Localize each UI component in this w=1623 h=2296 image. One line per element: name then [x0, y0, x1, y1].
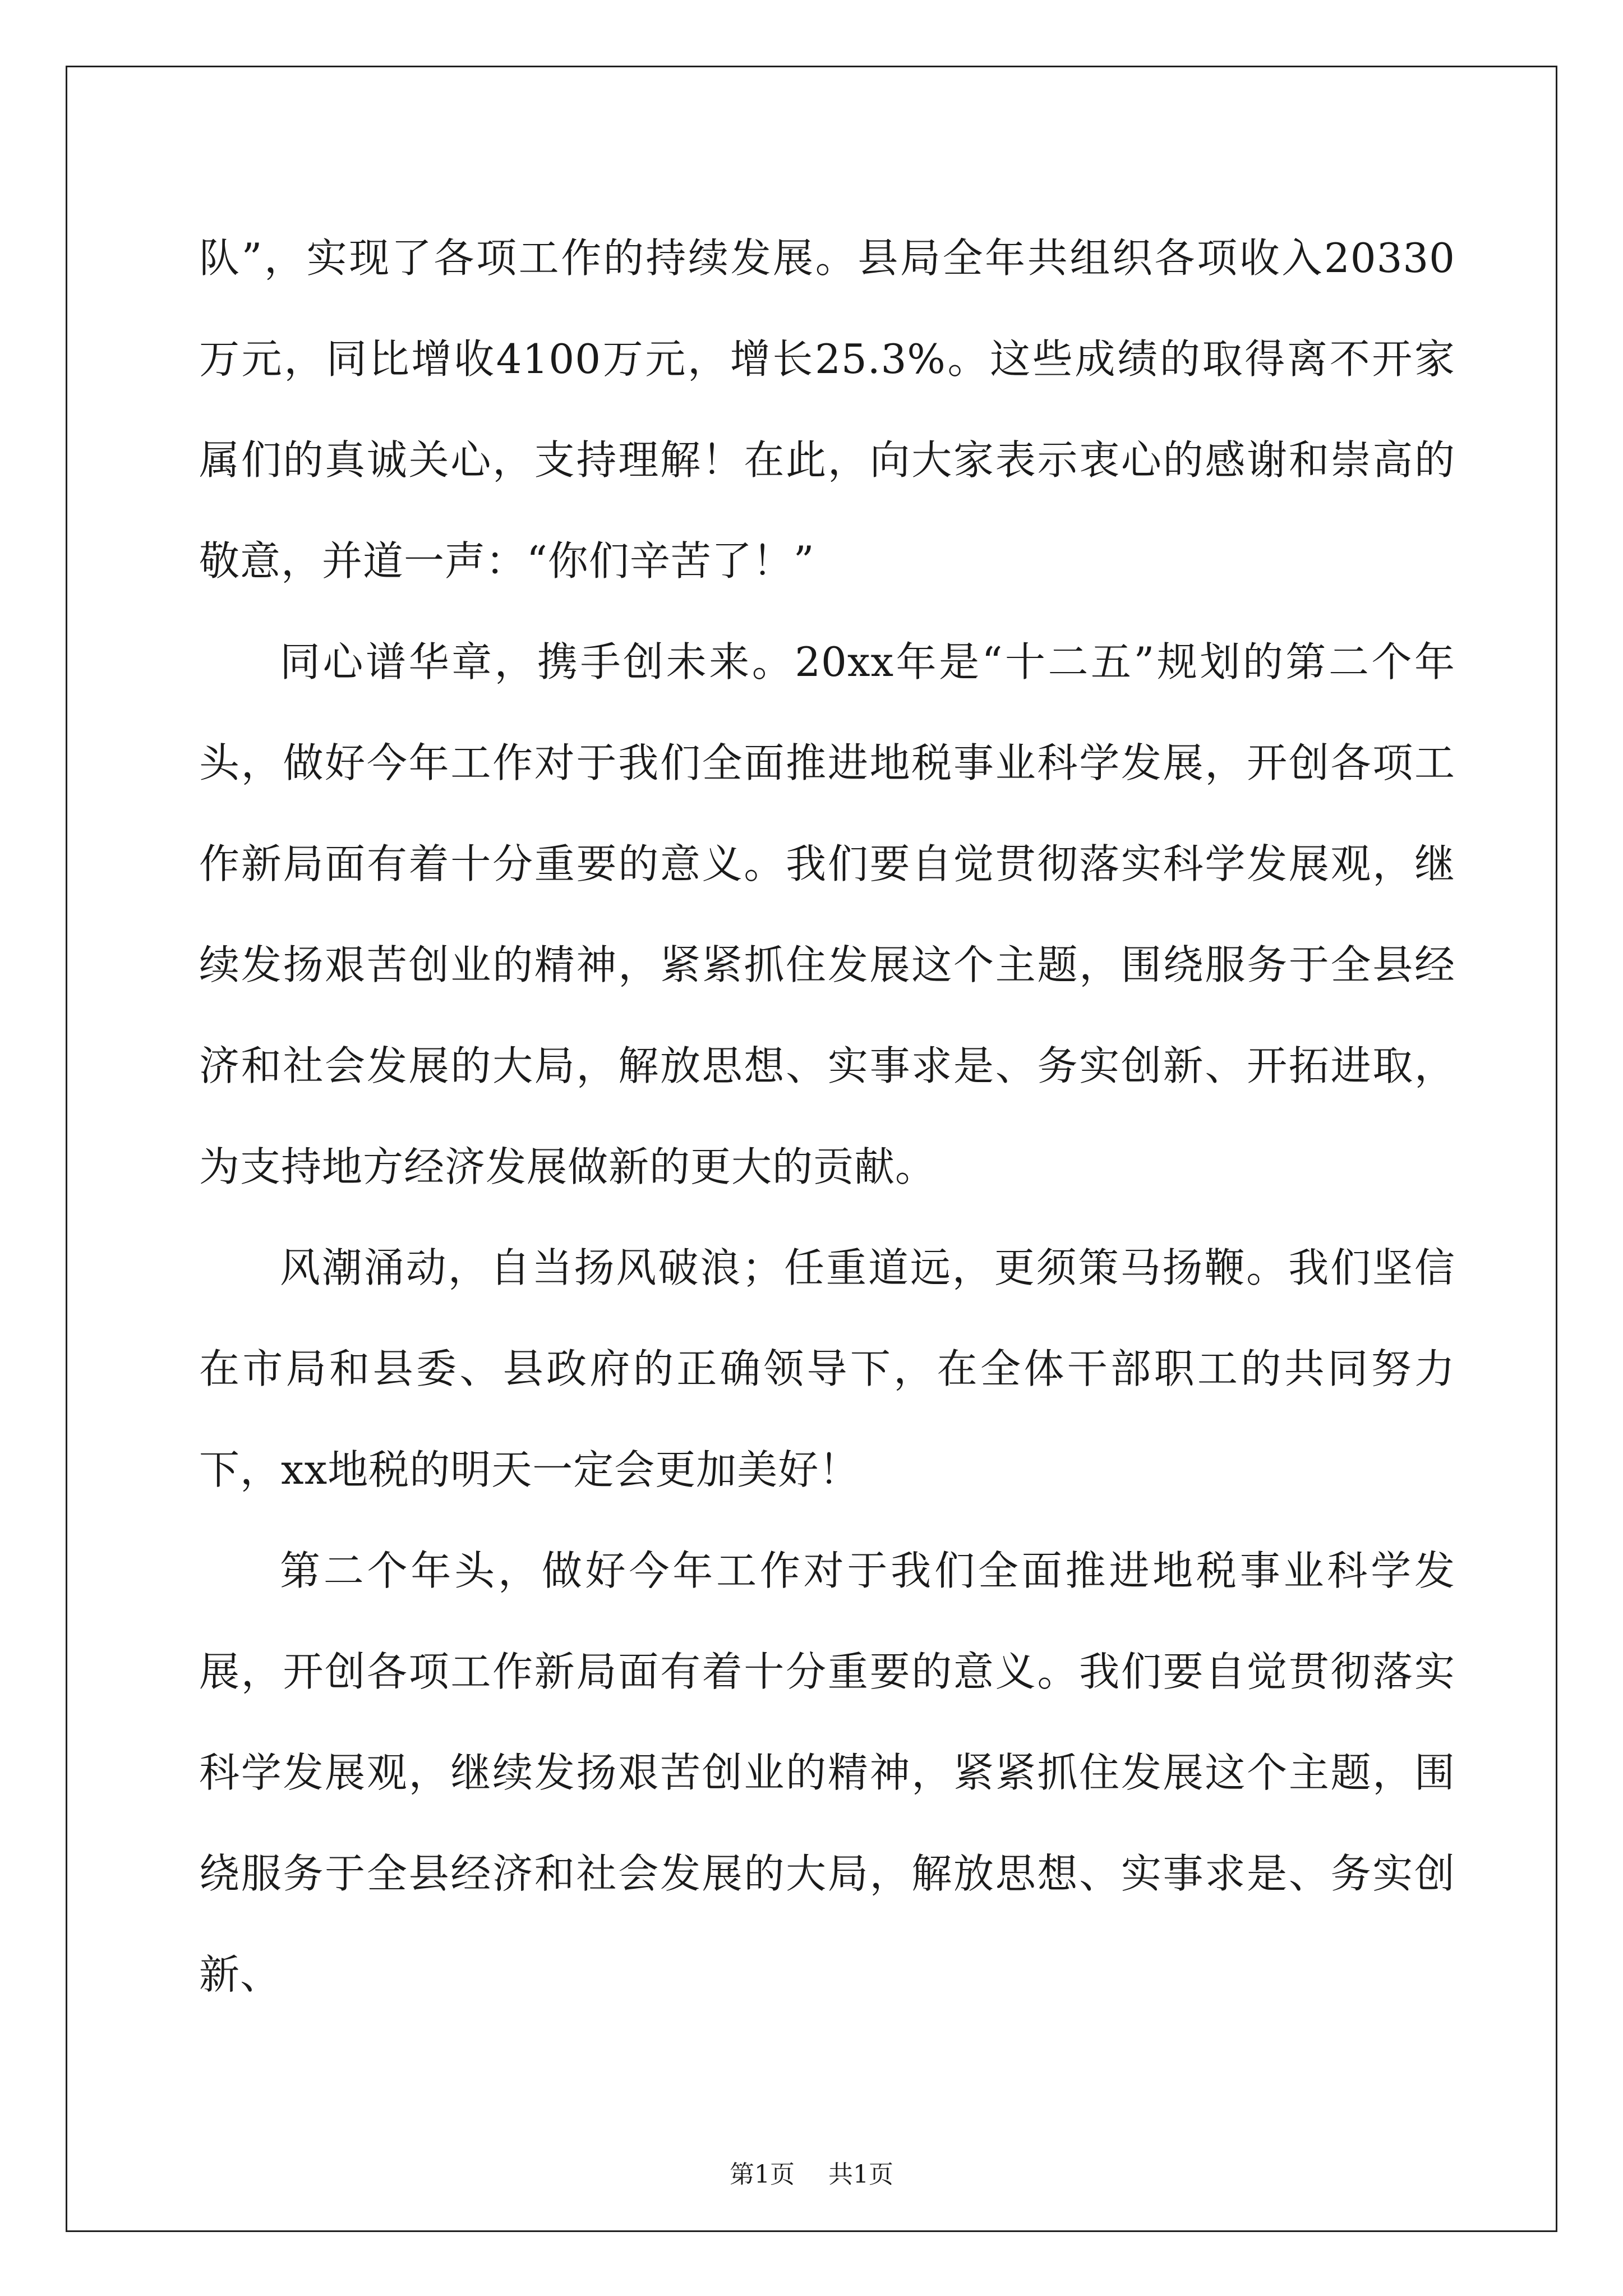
page-number-total: 共1页: [828, 2160, 893, 2189]
document-body: [199, 208, 1455, 2025]
page-number-current: 第1页: [730, 2160, 795, 2189]
page-footer: [0, 2154, 1623, 2190]
paragraph-4: 第二个年头，做好今年工作对于我们全面推进地税事业科学发展，开创各项工作新局面有着十分重要的意义。我们要自觉贯彻落实科学发展观，继续发扬艰苦创业的精神，紧紧抓住发展这个主题，围绕服务于全县经济和社会发展的大局，解放思想、实事求是、务实创新、: [199, 1547, 1455, 1998]
paragraph-1: 队”，实现了各项工作的持续发展。县局全年共组织各项收入20330万元，同比增收4100万元，增长25.3%。这些成绩的取得离不开家属们的真诚关心，支持理解！在此，向大家表示衷心的感谢和崇高的敬意，并道一声：“你们辛苦了！”: [199, 234, 1455, 585]
paragraph-2: 同心谱华章，携手创未来。20xx年是“十二五”规划的第二个年头，做好今年工作对于我们全面推进地税事业科学发展，开创各项工作新局面有着十分重要的意义。我们要自觉贯彻落实科学发展观，继续发扬艰苦创业的精神，紧紧抓住发展这个主题，围绕服务于全县经济和社会发展的大局，解放思想、实事求是、务实创新、开拓进取，为支持地方经济发展做新的更大的贡献。: [199, 638, 1455, 1190]
paragraph-3: 风潮涌动，自当扬风破浪；任重道远，更须策马扬鞭。我们坚信在市局和县委、县政府的正确领导下，在全体干部职工的共同努力下，xx地税的明天一定会更加美好！: [199, 1244, 1455, 1493]
